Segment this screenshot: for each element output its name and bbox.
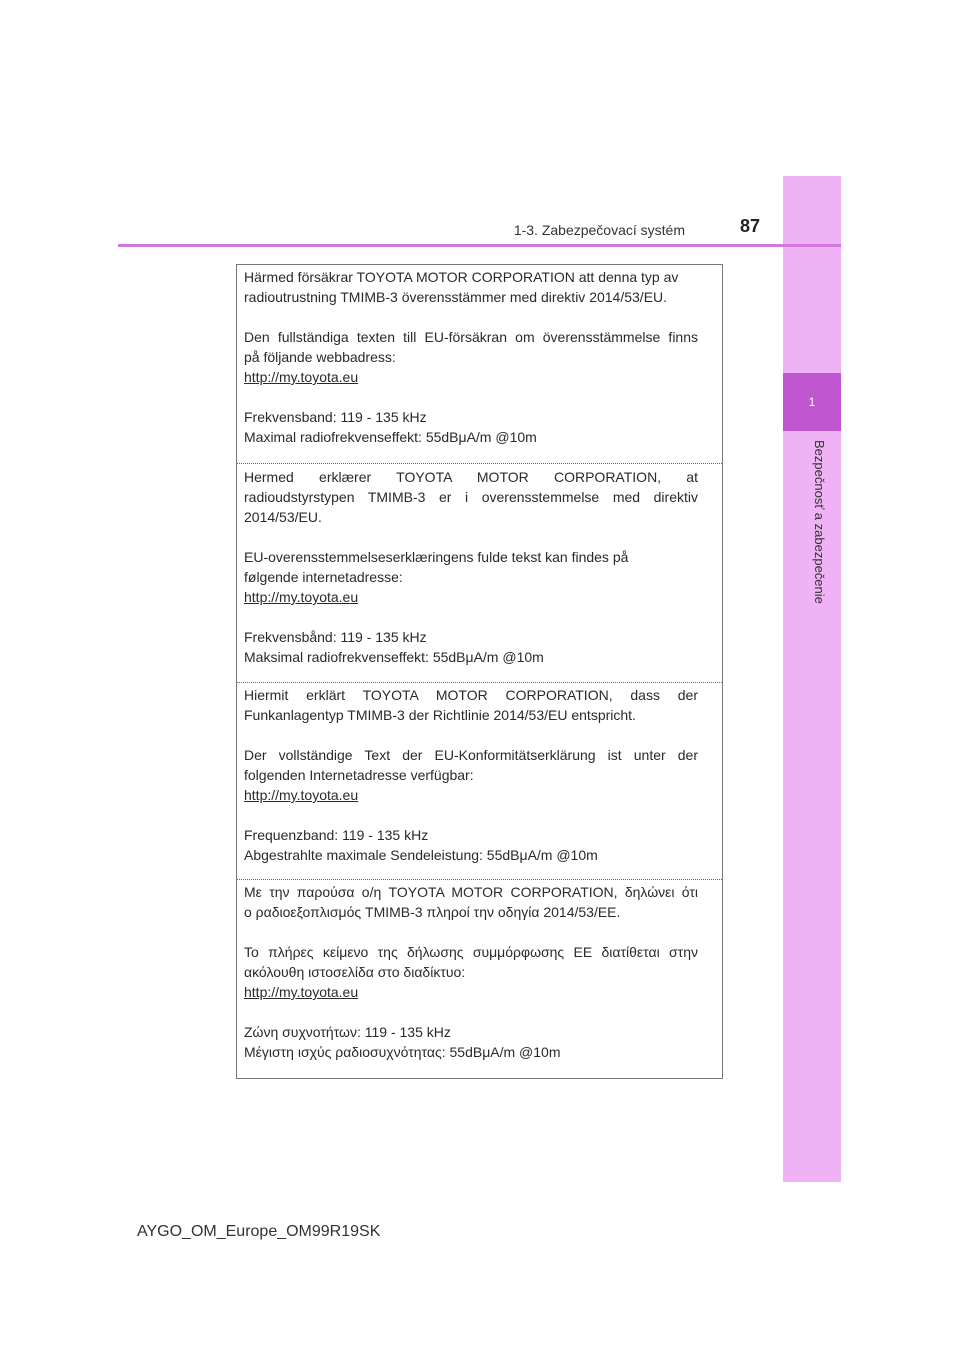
power-line: Μέγιστη ισχύς ραδιοσυχνότητας: 55dBμA/m @10m [244,1044,561,1060]
declaration-line: Härmed försäkrar TOYOTA MOTOR CORPORATION att denna typ av [244,269,679,285]
url-link[interactable]: http://my.toyota.eu [244,589,359,605]
declaration-line: 2014/53/EU. [244,509,322,525]
declaration-line: Με την παρούσα ο/η TOYOTA MOTOR CORPORATION, δηλώνει ότι [244,884,698,900]
text-line: folgenden Internetadresse verfügbar: [244,767,474,783]
declaration-section-swedish [244,267,698,447]
declaration-line: Hermed erklærer TOYOTA MOTOR CORPORATION, at [244,469,698,485]
page-number: 87 [740,216,761,236]
document-id: AYGO_OM_Europe_OM99R19SK [137,1223,381,1240]
declaration-section-german [244,685,698,865]
power-line: Maksimal radiofrekvenseffekt: 55dBμA/m @10m [244,649,544,665]
chapter-title-vertical: Bezpečnosť a zabezpečenie [812,440,827,604]
declaration-section-danish [244,467,698,667]
chapter-number-badge: 1 [783,373,841,431]
text-line: følgende internetadresse: [244,569,403,585]
section-title: 1-3. Zabezpečovací systém [513,222,685,238]
text-line: på följande webbadress: [244,349,396,365]
declaration-line: ο ραδιοεξοπλισμός TMIMB-3 πληροί την οδηγία 2014/53/ΕΕ. [244,904,621,920]
text-line: Der vollständige Text der EU-Konformitätserklärung ist unter der [244,747,698,763]
declaration-box [236,264,723,1079]
text-line: EU-overensstemmelseserklæringens fulde tekst kan findes på [244,549,629,565]
url-link[interactable]: http://my.toyota.eu [244,369,359,385]
power-line: Abgestrahlte maximale Sendeleistung: 55dBμA/m @10m [244,847,598,863]
text-line: ακόλουθη ιστοσελίδα στο διαδίκτυο: [244,964,466,980]
side-chapter-tab [783,176,841,1182]
declaration-section-greek [244,882,698,1062]
declaration-line: Hiermit erklärt TOYOTA MOTOR CORPORATION, dass der [244,687,698,703]
power-line: Maximal radiofrekvenseffekt: 55dBμA/m @10m [244,429,537,445]
frequency-line: Frequenzband: 119 - 135 kHz [244,827,429,843]
declaration-line: radioudstyrstypen TMIMB-3 er i overensstemmelse med direktiv [244,489,698,505]
section-divider [237,879,722,880]
section-divider [237,463,722,464]
text-line: Το πλήρες κείμενο της δήλωσης συμμόρφωσης ΕΕ διατίθεται στην [244,944,698,960]
section-divider [237,682,722,683]
declaration-line: Funkanlagentyp TMIMB-3 der Richtlinie 2014/53/EU entspricht. [244,707,636,723]
frequency-line: Frekvensbånd: 119 - 135 kHz [244,629,427,645]
declaration-line: radioutrustning TMIMB-3 överensstämmer med direktiv 2014/53/EU. [244,289,668,305]
frequency-line: Frekvensband: 119 - 135 kHz [244,409,427,425]
text-line: Den fullständiga texten till EU-försäkran om överensstämmelse finns [244,329,698,345]
frequency-line: Ζώνη συχνοτήτων: 119 - 135 kHz [244,1024,451,1040]
header-divider [118,244,841,247]
url-link[interactable]: http://my.toyota.eu [244,984,359,1000]
url-link[interactable]: http://my.toyota.eu [244,787,359,803]
